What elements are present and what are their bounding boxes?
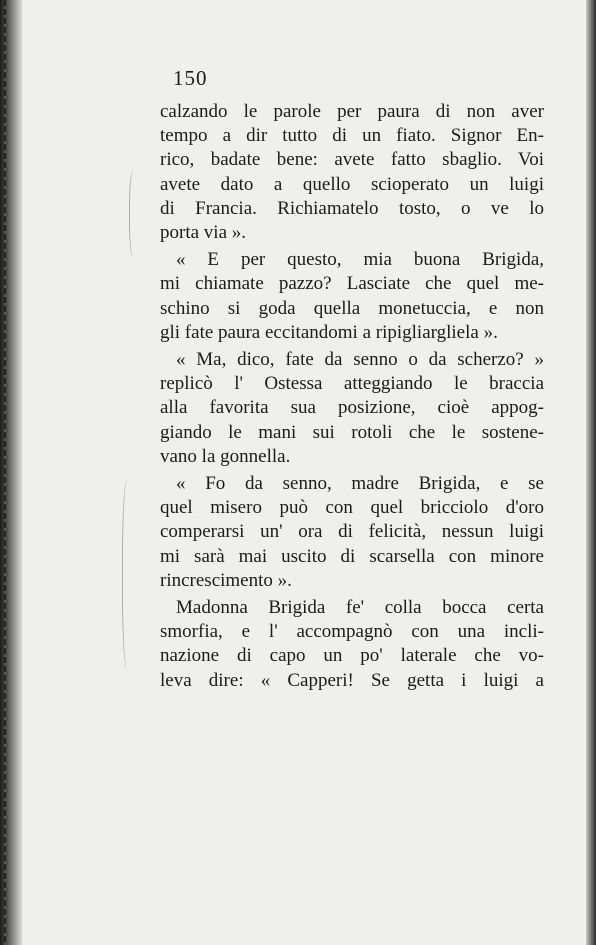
paragraph — [160, 348, 544, 469]
text-line: gli fate paura eccitandomi a ripigliargliela ». — [160, 321, 498, 343]
text-line: nazione di capo un po' laterale che vo- — [160, 645, 544, 667]
paragraph — [160, 100, 544, 245]
text-line: smorfia, e l' accompagnò con una incli- — [160, 621, 544, 643]
text-line: mi sarà mai uscito di scarsella con minore — [160, 545, 544, 567]
text-line: tempo a dir tutto di un fiato. Signor En- — [160, 125, 544, 147]
page-edge-shadow — [586, 0, 596, 945]
text-line: leva dire: « Capperi! Se getta i luigi a — [160, 669, 544, 691]
text-line: schino si goda quella monetuccia, e non — [160, 297, 544, 319]
text-line: replicò l' Ostessa atteggiando le braccia — [160, 373, 544, 395]
text-line: alla favorita sua posizione, cioè appog- — [160, 397, 544, 419]
paragraph — [160, 472, 544, 593]
body-text — [160, 100, 544, 693]
text-line: giando le mani sui rotoli che le sostene- — [160, 421, 544, 443]
text-line: quel misero può con quel bricciolo d'oro — [160, 497, 544, 519]
text-line: porta via ». — [160, 222, 247, 244]
book-binding-gutter — [0, 0, 22, 945]
text-line: di Francia. Richiamatelo tosto, o ve lo — [160, 197, 544, 219]
page-number: 150 — [173, 66, 208, 90]
text-line: avete dato a quello scioperato un luigi — [160, 173, 544, 195]
pencil-mark — [129, 170, 140, 258]
text-line: « Fo da senno, madre Brigida, e se — [176, 473, 544, 495]
text-line: rincrescimento ». — [160, 569, 292, 591]
text-line: comperarsi un' ora di felicità, nessun luigi — [160, 521, 544, 543]
text-line: « Ma, dico, fate da senno o da scherzo? » — [176, 349, 544, 371]
text-line: mi chiamate pazzo? Lasciate che quel me- — [160, 273, 544, 295]
book-page — [22, 0, 586, 945]
text-line: calzando le parole per paura di non aver — [160, 101, 544, 122]
paragraph — [160, 596, 544, 693]
pencil-mark — [122, 480, 135, 670]
text-line: vano la gonnella. — [160, 445, 291, 467]
text-line: « E per questo, mia buona Brigida, — [176, 249, 544, 271]
text-line: rico, badate bene: avete fatto sbaglio. Voi — [160, 149, 544, 171]
paragraph — [160, 248, 544, 345]
text-line: Madonna Brigida fe' colla bocca certa — [176, 597, 544, 619]
